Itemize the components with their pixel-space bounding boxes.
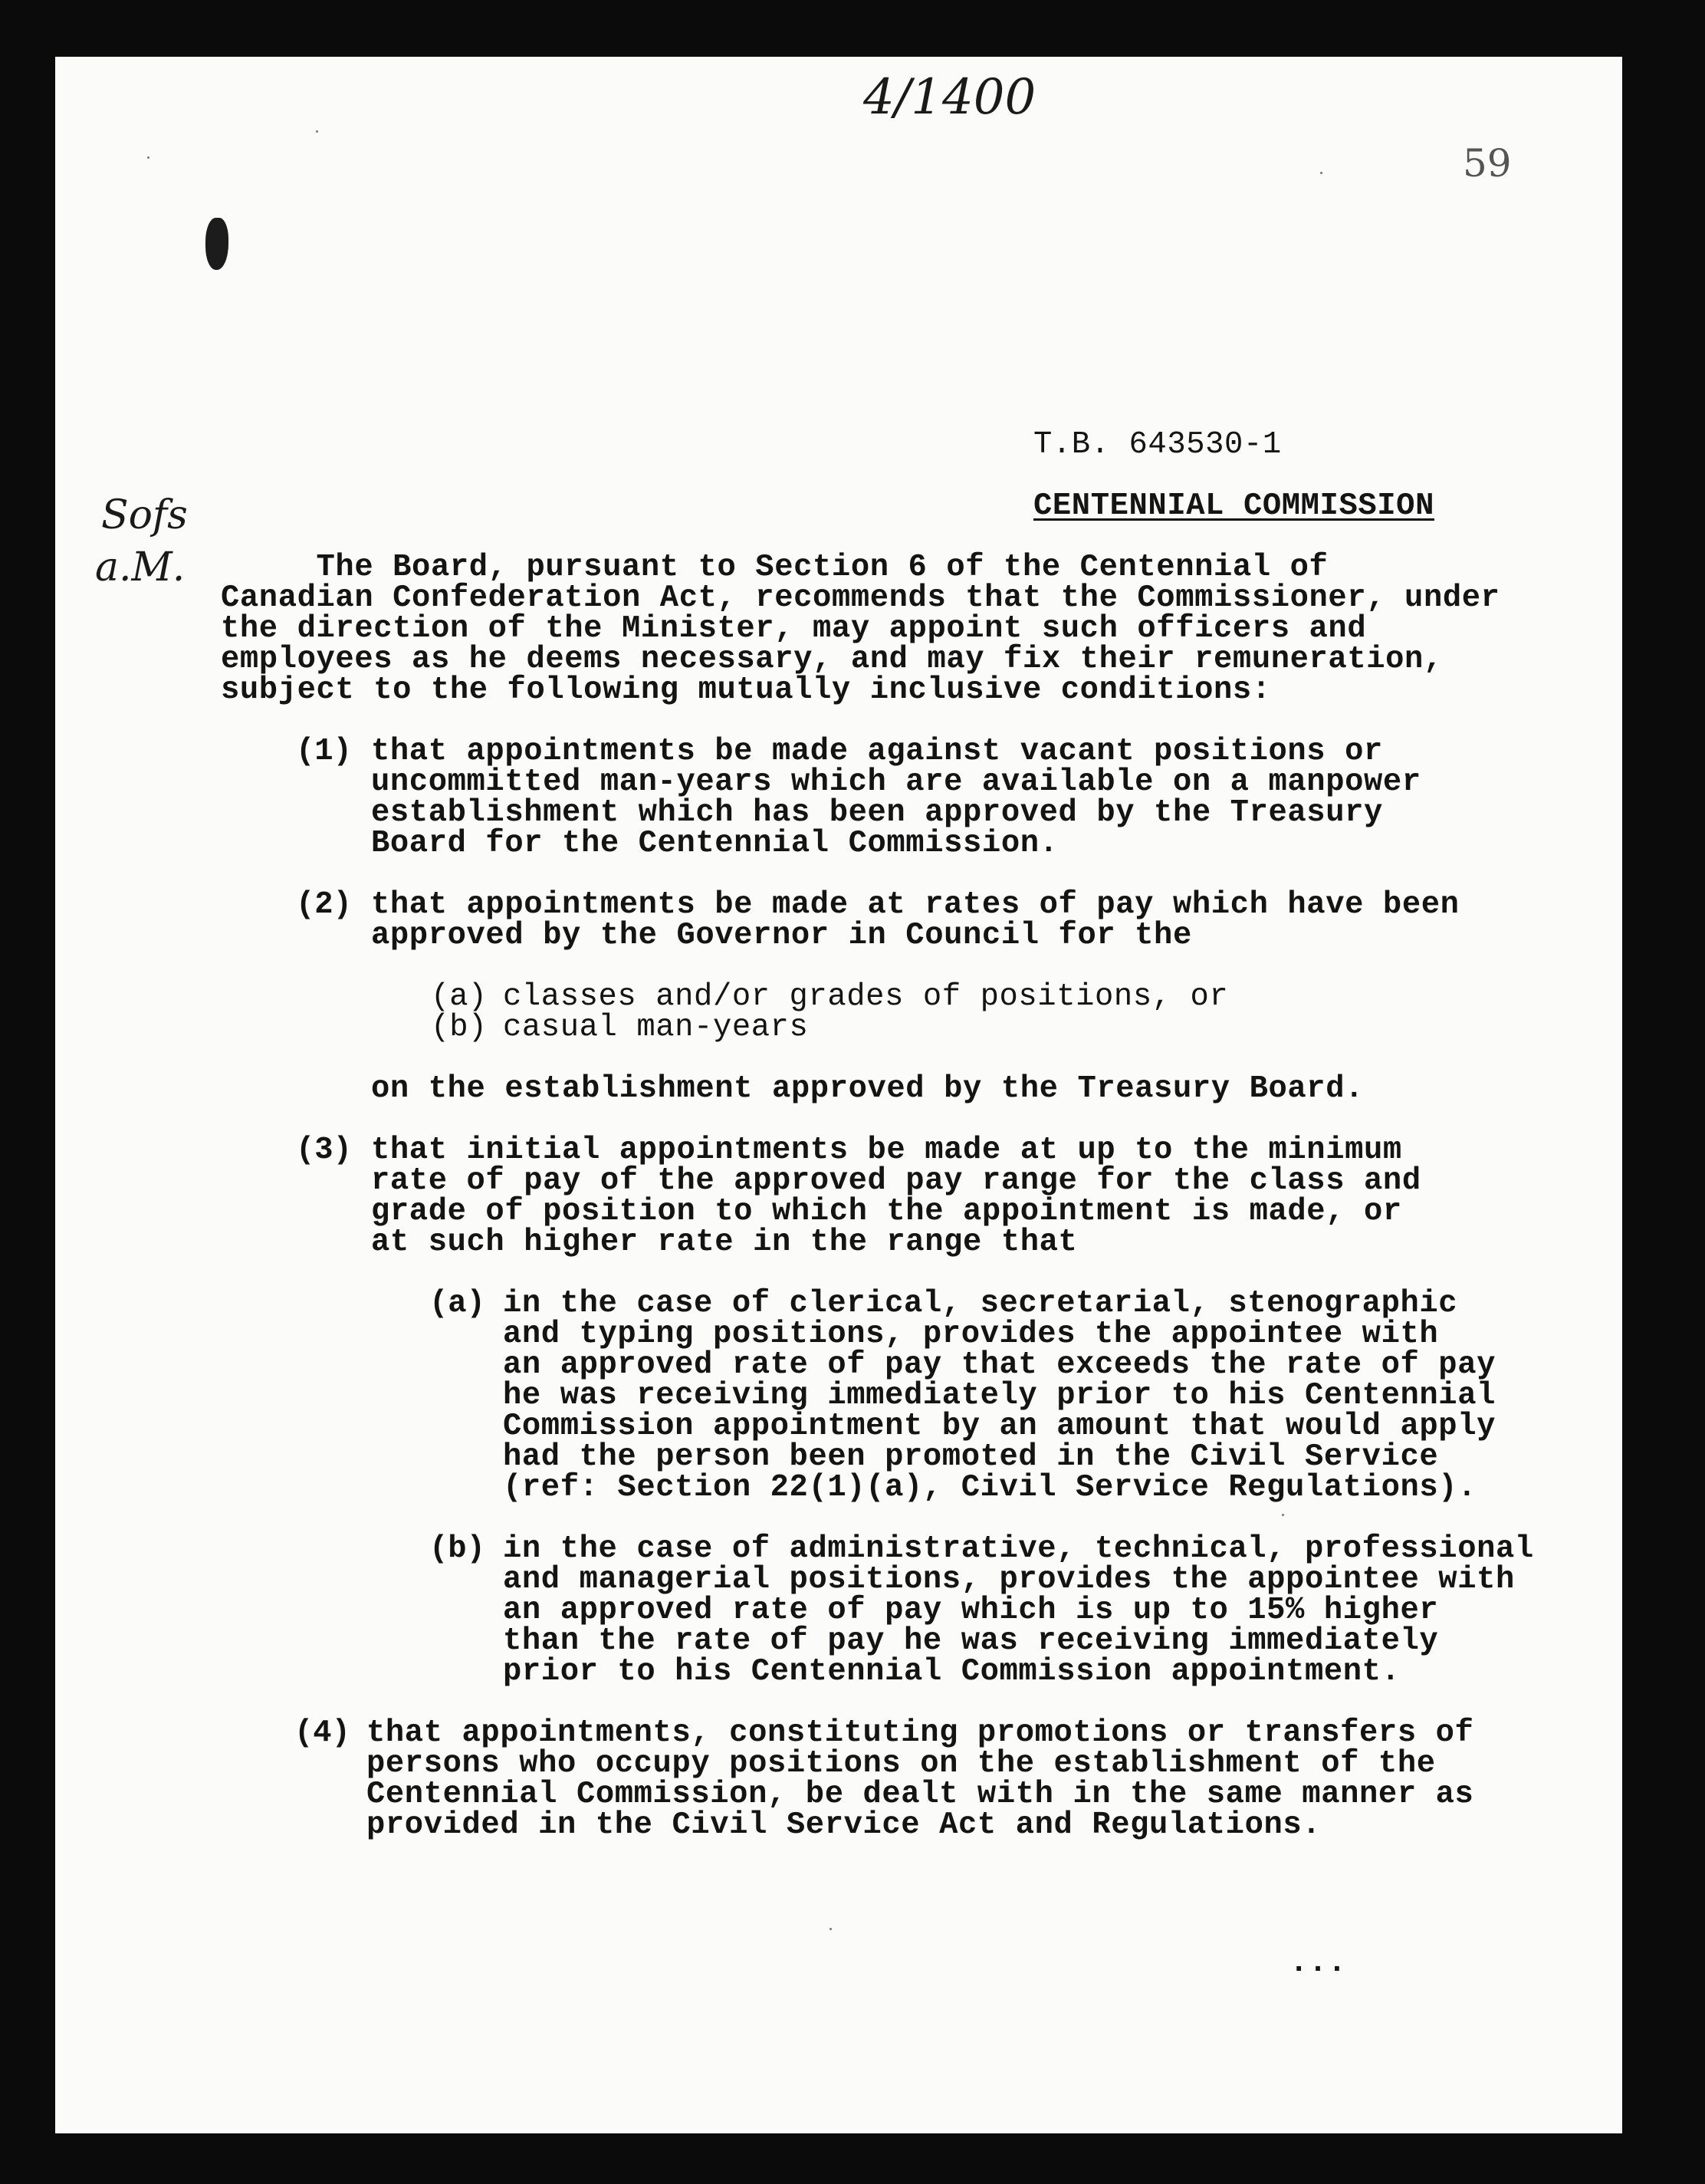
condition-line: provided in the Civil Service Act and Regulations. [366, 1807, 1322, 1843]
subitem-line: and typing positions, provides the appointee with [503, 1317, 1439, 1352]
subitem-line: an approved rate of pay which is up to 15% higher [503, 1593, 1439, 1628]
condition-line: persons who occupy positions on the establishment of the [366, 1746, 1436, 1781]
condition-line: that initial appointments be made at up to the minimum [371, 1133, 1402, 1168]
intro-line: The Board, pursuant to Section 6 of the Centennial of [221, 550, 1329, 585]
handwritten-initials-2: a.M. [95, 544, 186, 590]
subitem-line: casual man-years [503, 1010, 809, 1045]
subitem-line: had the person been promoted in the Civil Service [503, 1439, 1439, 1475]
condition-line: at such higher rate in the range that [371, 1225, 1078, 1260]
subitem-line: Commission appointment by an amount that would apply [503, 1409, 1496, 1444]
subitem-line: in the case of clerical, secretarial, stenographic [503, 1286, 1458, 1321]
subitem-line: and managerial positions, provides the appointee with [503, 1562, 1515, 1597]
subitem-marker: (b) [429, 1531, 485, 1567]
condition-marker: (3) [296, 1133, 352, 1168]
scan-speck [1320, 172, 1322, 174]
scan-speck [1282, 1514, 1284, 1516]
condition-line: grade of position to which the appointment is made, or [371, 1194, 1402, 1229]
condition-line: Board for the Centennial Commission. [371, 826, 1059, 861]
intro-line: subject to the following mutually inclusive conditions: [221, 673, 1271, 708]
condition-line: that appointments, constituting promotions or transfers of [366, 1715, 1474, 1751]
subitem-line: he was receiving immediately prior to his Centennial [503, 1378, 1496, 1413]
handwritten-file-number: 4/1400 [863, 69, 1036, 126]
subitem-line: an approved rate of pay that exceeds the rate of pay [503, 1347, 1496, 1383]
condition-line: that appointments be made at rates of pay which have been [371, 887, 1460, 923]
reference-number: T.B. 643530-1 [1033, 427, 1282, 462]
condition-closing-line: on the establishment approved by the Treasury Board. [371, 1071, 1365, 1107]
scan-speck [147, 156, 149, 159]
continuation-dots: ... [1289, 1946, 1347, 1981]
punch-hole-blot [205, 218, 228, 270]
condition-line: uncommitted man-years which are available on a manpower [371, 765, 1421, 800]
intro-line: employees as he deems necessary, and may fix their remuneration, [221, 642, 1443, 677]
subitem-line: classes and/or grades of positions, or [503, 979, 1229, 1015]
document-title: CENTENNIAL COMMISSION [1033, 488, 1434, 524]
handwritten-initials-1: Sofs [101, 492, 188, 538]
condition-line: approved by the Governor in Council for the [371, 918, 1192, 953]
intro-line: Canadian Confederation Act, recommends that the Commissioner, under [221, 581, 1500, 616]
scan-speck [830, 1928, 832, 1930]
subitem-line: (ref: Section 22(1)(a), Civil Service Regulations). [503, 1470, 1477, 1505]
subitem-line: prior to his Centennial Commission appointment. [503, 1654, 1401, 1689]
condition-marker: (2) [296, 887, 352, 923]
document-page [55, 57, 1622, 2133]
condition-line: Centennial Commission, be dealt with in the same manner as [366, 1777, 1474, 1812]
subitem-line: in the case of administrative, technical, professional [503, 1531, 1534, 1567]
scan-speck [316, 130, 318, 133]
subitem-marker: (a) [429, 1286, 485, 1321]
subitem-line: than the rate of pay he was receiving immediately [503, 1623, 1439, 1659]
condition-line: rate of pay of the approved pay range for the class and [371, 1163, 1421, 1199]
handwritten-page-number: 59 [1463, 141, 1512, 186]
intro-line: the direction of the Minister, may appoint such officers and [221, 611, 1367, 646]
condition-line: that appointments be made against vacant positions or [371, 734, 1383, 769]
condition-marker: (4) [294, 1715, 350, 1751]
condition-line: establishment which has been approved by the Treasury [371, 795, 1383, 831]
subitem-marker: (a) [431, 979, 487, 1015]
subitem-marker: (b) [431, 1010, 487, 1045]
condition-marker: (1) [296, 734, 352, 769]
